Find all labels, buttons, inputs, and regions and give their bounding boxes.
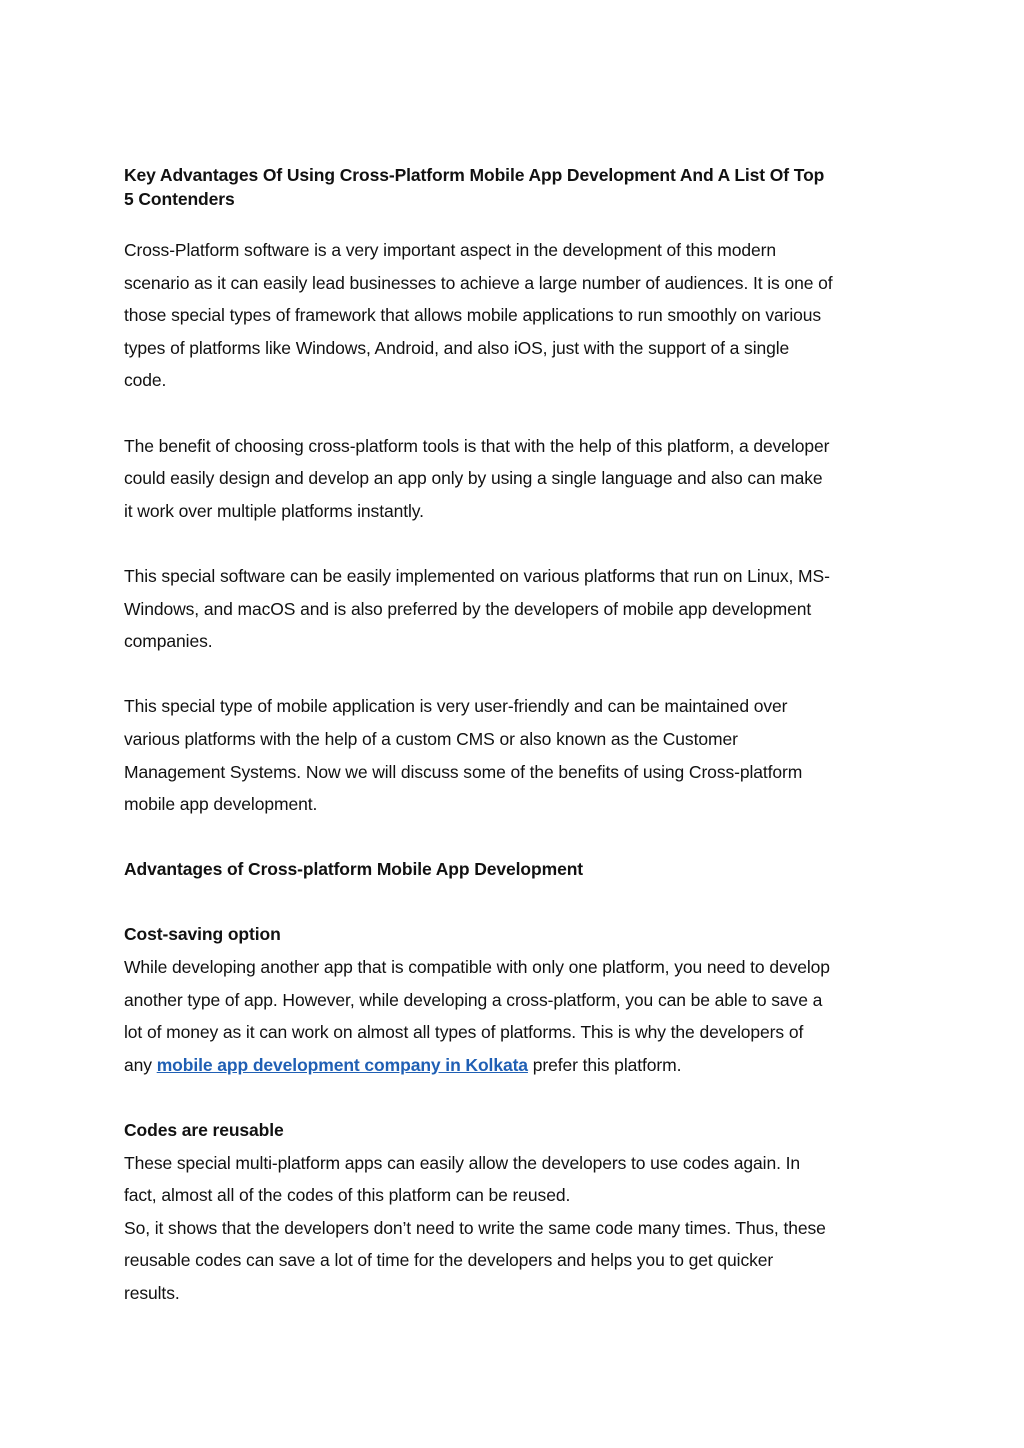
cost-saving-heading: Cost-saving option — [124, 924, 281, 945]
user-friendly-paragraph: This special type of mobile application is very user-friendly and can be maintained over various platforms with the help of a custom CMS or also known as the Customer Management Systems. Now we will discuss some of the benefits of using Cross-platform mobile app development. — [124, 696, 803, 815]
cost-saving-paragraph — [124, 951, 914, 1081]
cost-saving-text-end: prefer this platform. — [527, 1054, 682, 1075]
implementation-paragraph: This special software can be easily implemented on various platforms that run on Linux, MS- Windows, and macOS and is also preferred by the developers of mobile app development companies. — [124, 565, 830, 652]
reusable-codes-heading: Codes are reusable — [124, 1120, 284, 1141]
benefit-paragraph: The benefit of choosing cross-platform tools is that with the help of this platform, a developer could easily design and develop an app only by using a single language and also can make it work over multiple platforms instantly. — [124, 435, 830, 521]
cost-saving-text: While developing another app that is compatible with only one platform, you need to develop another type of app. However, while developing a cross-platform, you can be able to save a lot of money as it can work on almost all types of platforms. This is why the developers of any — [124, 957, 830, 1075]
reusable-codes-paragraph: These special multi-platform apps can easily allow the developers to use codes again. In fact, almost all of the codes of this platform can be reused. So, it shows that the developers don’t need to write the same code many times. Thus, these reusable codes can save a lot of time for the developers and helps you to get quicker results. — [124, 1152, 826, 1303]
section-heading: Advantages of Cross-platform Mobile App Development — [124, 859, 584, 880]
company-link[interactable]: mobile app development company in Kolkata — [156, 1054, 528, 1075]
page-title: Key Advantages Of Using Cross-Platform Mobile App Development And A List Of Top 5 Contenders — [124, 165, 825, 209]
document-page — [124, 163, 914, 1310]
intro-paragraph: Cross-Platform software is a very important aspect in the development of this modern scenario as it can easily lead businesses to achieve a large number of audiences. It is one of those special types of framework that allows mobile applications to run smoothly on various types of platforms like Windows, Android, and also iOS, just with the support of a single code. — [124, 240, 833, 391]
